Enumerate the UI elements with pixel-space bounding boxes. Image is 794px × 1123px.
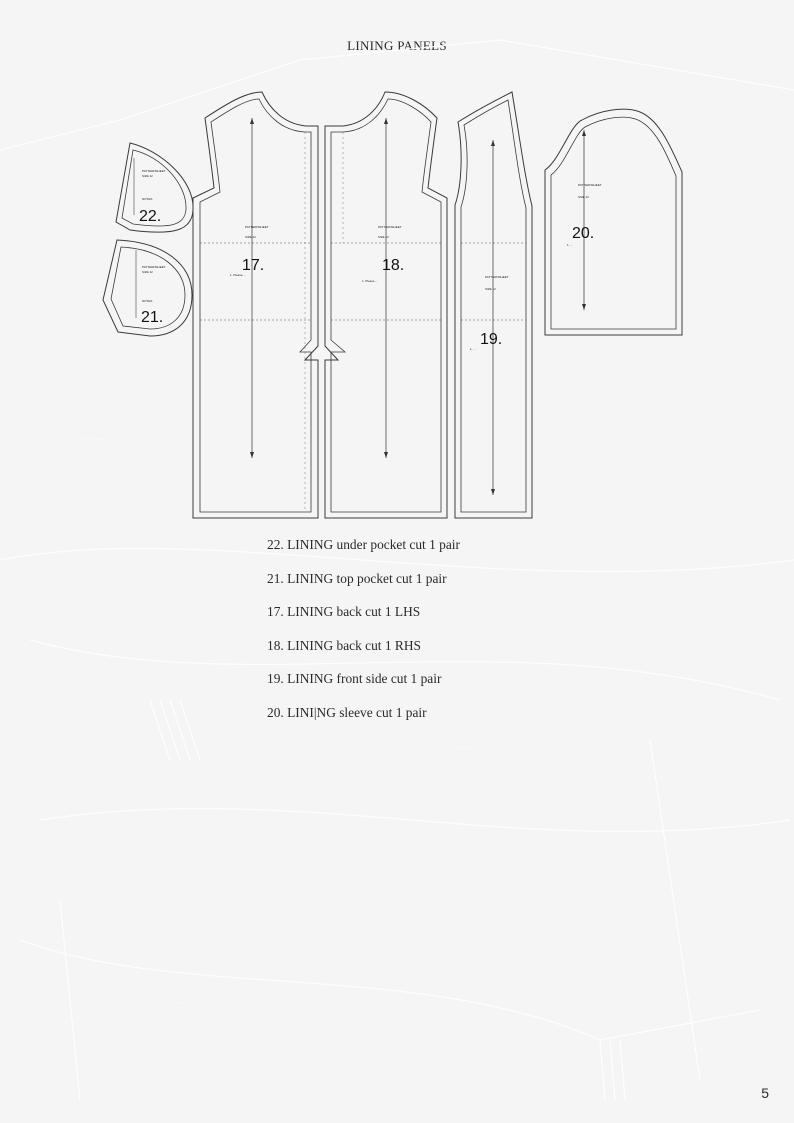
svg-text:SIZE 12: SIZE 12 xyxy=(142,270,153,274)
piece-22-label: 22. xyxy=(139,208,162,225)
svg-text:SIZE 12: SIZE 12 xyxy=(578,195,589,199)
watermark-text-1: ............ xyxy=(80,432,111,442)
cut-list-item-22: 22. LINING under pocket cut 1 pair xyxy=(267,537,460,552)
piece-21-label: 21. xyxy=(141,309,164,326)
watermark-text-2: .......... xyxy=(450,740,478,751)
svg-text:1. Please ...: 1. Please ... xyxy=(362,279,378,283)
svg-text:PATTERNSHEET: PATTERNSHEET xyxy=(142,265,166,269)
piece-19-label: 19. xyxy=(480,331,503,348)
cut-list-item-20: 20. LINI|NG sleeve cut 1 pair xyxy=(267,704,427,720)
cut-list-item-18: 18. LINING back cut 1 RHS xyxy=(267,637,421,653)
svg-text:1. ...: 1. ... xyxy=(567,243,573,247)
svg-text:PATTERNSHEET: PATTERNSHEET xyxy=(485,275,509,279)
cut-list-item-21: 21. LINING top pocket cut 1 pair xyxy=(267,570,447,586)
svg-text:PATTERNSHEET: PATTERNSHEET xyxy=(378,225,402,229)
svg-text:1. Please ...: 1. Please ... xyxy=(230,273,246,277)
piece-21-top-pocket xyxy=(103,240,192,336)
svg-text:1. ....: 1. .... xyxy=(470,347,477,351)
svg-text:PATTERNSHEET: PATTERNSHEET xyxy=(142,169,166,173)
svg-text:PATTERNSHEET: PATTERNSHEET xyxy=(578,183,602,187)
cut-list-item-19: 19. LINING front side cut 1 pair xyxy=(267,671,442,687)
watermark-text-3: .......... xyxy=(165,995,191,1005)
page-number: 5 xyxy=(761,1085,769,1101)
piece-17-label: 17. xyxy=(242,257,265,274)
svg-text:NOTES: NOTES xyxy=(142,197,153,201)
piece-18-label: 18. xyxy=(382,257,405,274)
svg-text:PATTERNSHEET: PATTERNSHEET xyxy=(245,225,269,229)
cut-list-item-17: 17. LINING back cut 1 LHS xyxy=(267,604,421,620)
page-title: LINING PANELS xyxy=(347,38,447,53)
piece-20-sleeve xyxy=(545,109,682,335)
svg-text:SIZE 12: SIZE 12 xyxy=(245,235,256,239)
svg-text:NOTES: NOTES xyxy=(142,299,153,303)
piece-20-label: 20. xyxy=(572,225,595,242)
piece-19-front-side xyxy=(455,92,532,518)
piece-22-under-pocket xyxy=(116,143,193,232)
svg-text:SIZE 12: SIZE 12 xyxy=(142,174,153,178)
svg-text:SIZE 12: SIZE 12 xyxy=(378,235,389,239)
svg-text:SIZE 12: SIZE 12 xyxy=(485,287,496,291)
cut-list xyxy=(267,536,460,738)
piece-17-back-lhs xyxy=(193,92,318,518)
piece-18-back-rhs xyxy=(325,92,447,518)
